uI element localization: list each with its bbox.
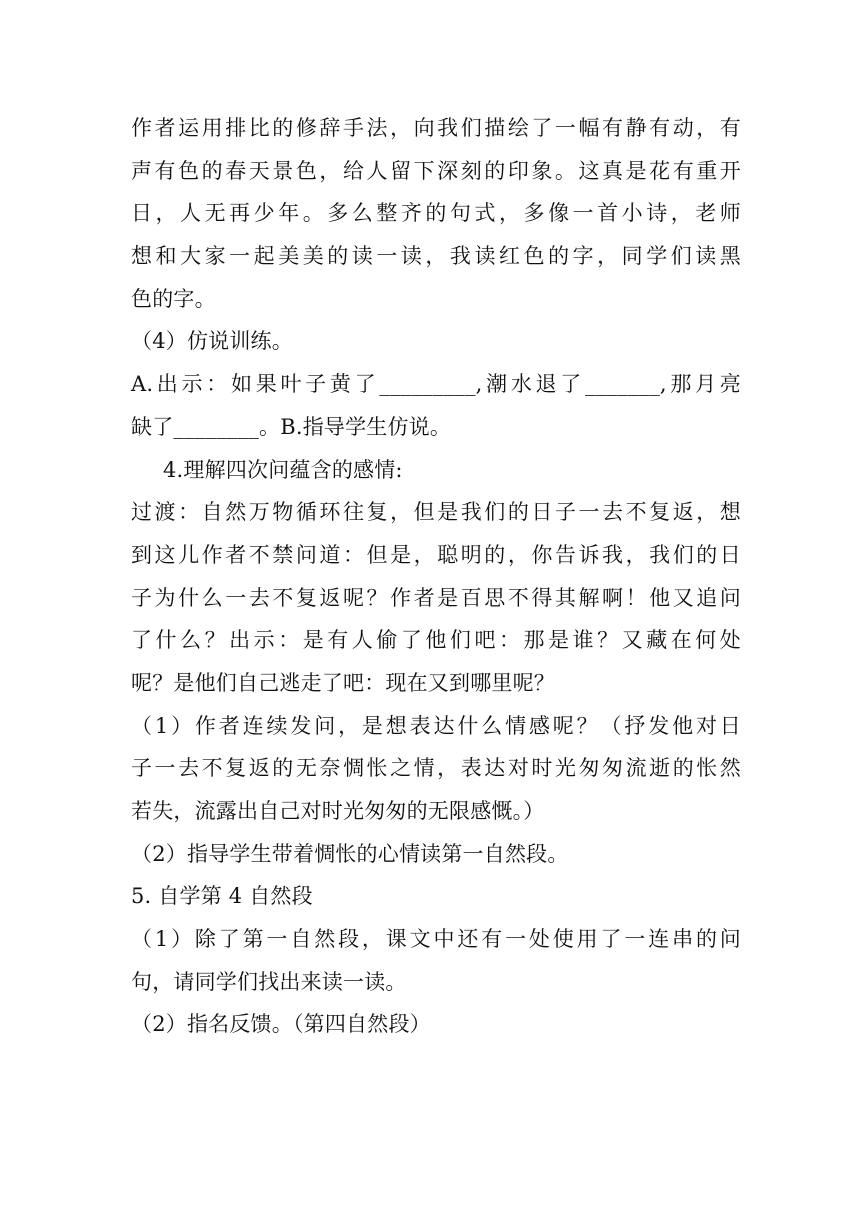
question-line: （1）作者连续发问，是想表达什么情感呢？（抒发他对日 (131, 713, 741, 738)
paragraph-line: 了什么？出示：是有人偷了他们吧：那是谁？又藏在何处 (131, 628, 741, 653)
section-heading: 5. 自学第 4 自然段 (131, 884, 313, 909)
document-body (131, 107, 741, 1046)
step-line: （2）指名反馈。（第四自然段） (131, 1012, 431, 1037)
paragraph-line: 过渡：自然万物循环往复，但是我们的日子一去不复返，想 (131, 500, 741, 525)
step-line: （1）除了第一自然段，课文中还有一处使用了一连串的问 (131, 927, 741, 952)
exercise-line: A.出示：如果叶子黄了_________,潮水退了_______,那月亮 (131, 372, 741, 397)
question-line: 若失，流露出自己对时光匆匆的无限感慨。） (131, 799, 545, 823)
paragraph-line: 呢？是他们自己逃走了吧：现在又到哪里呢？ (131, 670, 555, 695)
step-line: 句，请同学们找出来读一读。 (131, 969, 407, 994)
paragraph-line: 想和大家一起美美的读一读，我读红色的字，同学们读黑 (131, 244, 741, 269)
exercise-line: 缺了________。B.指导学生仿说。 (131, 414, 452, 439)
paragraph-line: 色的字。 (131, 286, 216, 311)
step-line: （2）指导学生带着惆怅的心情读第一自然段。 (131, 841, 569, 866)
step-heading: （4）仿说训练。 (131, 329, 293, 354)
paragraph-line: 日，人无再少年。多么整齐的句式，多像一首小诗，老师 (131, 201, 741, 226)
question-line: 子一去不复返的无奈惆怅之情，表达对时光匆匆流逝的怅然 (131, 756, 741, 781)
section-heading: 4.理解四次问蕴含的感情: (163, 457, 403, 482)
paragraph-line: 到这儿作者不禁问道：但是，聪明的，你告诉我，我们的日 (131, 542, 741, 567)
paragraph-line: 声有色的春天景色，给人留下深刻的印象。这真是花有重开 (131, 158, 741, 183)
paragraph-line: 子为什么一去不复返呢？作者是百思不得其解啊！他又追问 (131, 585, 741, 610)
paragraph-line: 作者运用排比的修辞手法，向我们描绘了一幅有静有动，有 (131, 116, 741, 140)
